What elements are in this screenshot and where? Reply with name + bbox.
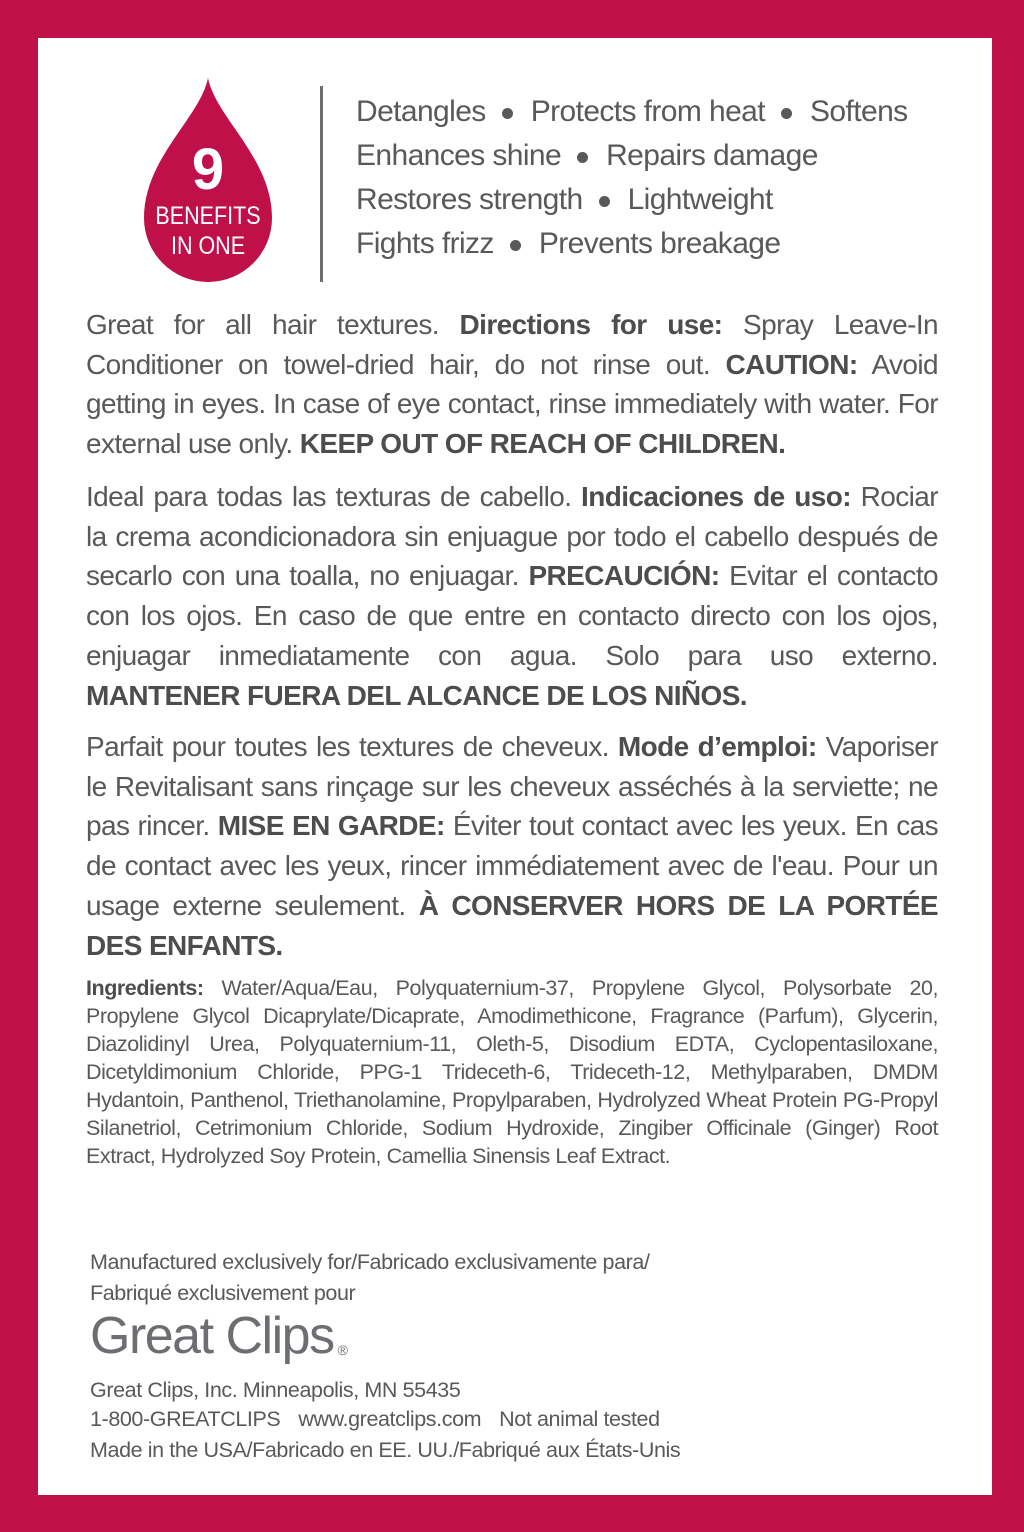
logo-text: Great Clips	[90, 1307, 334, 1365]
benefit-row	[356, 134, 908, 178]
benefit-list	[356, 90, 908, 266]
warning-children: KEEP OUT OF REACH OF CHILDREN.	[299, 428, 786, 460]
warning-children: À CONSERVER HORS DE LA PORTÉE DES ENFANTS.	[86, 889, 938, 961]
english-directions	[86, 305, 938, 464]
benefit-item: Repairs damage	[606, 139, 818, 172]
benefit-item: Protects from heat	[530, 95, 766, 128]
website: www.greatclips.com	[298, 1407, 482, 1431]
benefit-item: Softens	[810, 95, 908, 128]
ingredients-list: Water/Aqua/Eau, Polyquaternium-37, Propylene Glycol, Polysorbate 20, Propylene Glycol Dicaprylate/Dicaprate, Amodimethicone, Fragrance (Parfum), Glycerin, Diazolidinyl Urea, Polyquaternium-11, Oleth-5, Disodium EDTA, Cyclopentasiloxane, Dicetyldimonium Chloride, PPG-1 Trideceth-6, Trideceth-12, Methylparaben, DMDM Hydantoin, Panthenol, Triethanolamine, Propylparaben, Hydrolyzed Wheat Protein PG-Propyl Silanetriol, Cetrimonium Chloride, Sodium Hydroxide, Zingiber Officinale (Ginger) Root Extract, Hydrolyzed Soy Protein, Camellia Sinensis Leaf Extract.	[86, 976, 938, 1168]
text: Evitar el contacto con los ojos. En caso de que entre en contacto directo con los ojos, enjuagar inmediatamente con agua. Solo para uso externo.	[86, 560, 938, 671]
text: Ideal para todas las texturas de cabello.	[86, 481, 582, 512]
benefit-item: Enhances shine	[356, 139, 562, 172]
benefit-item: Fights frizz	[356, 227, 494, 260]
text: Avoid getting in eyes. In case of eye contact, rinse immediately with water. For external use only.	[86, 348, 938, 460]
text: Éviter tout contact avec les yeux. En cas de contact avec les yeux, rincer immédiatement avec de l'eau. Pour un usage externe seulement.	[86, 810, 938, 921]
bullet-icon	[599, 196, 610, 207]
bullet-icon	[510, 240, 521, 251]
text: Spray Leave-In Conditioner on towel-dried hair, do not rinse out.	[86, 309, 938, 380]
benefit-item: Restores strength	[356, 183, 583, 216]
benefits-badge	[128, 78, 288, 288]
benefit-row	[356, 222, 908, 266]
great-clips-logo	[90, 1306, 348, 1366]
heading-caution: PRECAUCIÓN:	[528, 560, 720, 592]
heading-directions: Directions for use:	[459, 309, 723, 340]
french-directions	[86, 727, 938, 965]
text: Parfait pour toutes les textures de cheveux.	[86, 731, 618, 762]
bullet-icon	[577, 152, 588, 163]
divider	[320, 86, 323, 282]
heading-directions: Indicaciones de uso:	[581, 481, 851, 512]
bullet-icon	[781, 108, 792, 119]
benefit-row	[356, 90, 908, 134]
address: Great Clips, Inc. Minneapolis, MN 55435	[90, 1378, 461, 1402]
heading-caution: MISE EN GARDE:	[217, 810, 445, 842]
benefit-item: Lightweight	[627, 183, 773, 216]
heading-directions: Mode d’emploi:	[617, 731, 817, 762]
text: Great for all hair textures.	[86, 309, 460, 340]
text: Vaporiser le Revitalisant sans rinçage sur les cheveux asséchés à la serviette; ne pas rincer.	[86, 731, 938, 842]
bullet-icon	[502, 108, 513, 119]
text: Rociar la crema acondicionadora sin enjuague por todo el cabello después de secarlo con una toalla, no enjuagar.	[86, 481, 938, 592]
warning-children: MANTENER FUERA DEL ALCANCE DE LOS NIÑOS.	[86, 679, 747, 711]
badge-line-2: IN ONE	[170, 232, 246, 260]
manufactured-for-line-1: Manufactured exclusively for/Fabricado exclusivamente para/	[90, 1250, 650, 1274]
benefit-item: Prevents breakage	[538, 227, 781, 260]
badge-line-1: BENEFITS	[155, 202, 261, 230]
benefit-row	[356, 178, 908, 222]
animal-testing-note: Not animal tested	[499, 1407, 660, 1431]
benefit-item: Detangles	[356, 95, 486, 128]
made-in: Made in the USA/Fabricado en EE. UU./Fabriqué aux États-Unis	[90, 1438, 681, 1462]
contact-line	[90, 1404, 660, 1434]
heading-caution: CAUTION:	[725, 348, 858, 380]
spanish-directions	[86, 477, 938, 715]
phone-number: 1-800-GREATCLIPS	[90, 1407, 281, 1431]
ingredients	[86, 974, 938, 1170]
manufactured-for-line-2: Fabriqué exclusivement pour	[90, 1281, 356, 1305]
badge-number: 9	[191, 137, 225, 202]
ingredients-label: Ingredients:	[86, 976, 204, 1000]
registered-mark: ®	[337, 1342, 348, 1358]
